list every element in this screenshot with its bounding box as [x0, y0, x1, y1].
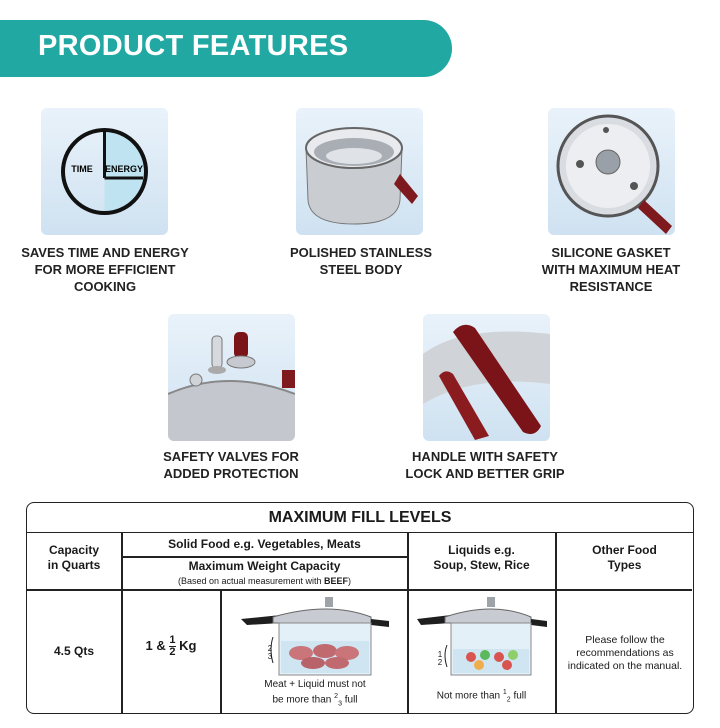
feature-caption-gasket: SILICONE GASKET WITH MAXIMUM HEAT RESISTANCE [541, 245, 681, 294]
capacity-header: Capacity in Quarts [47, 543, 101, 572]
solid-fill-note: Meat + Liquid must not be more than $^2_3$ full [264, 679, 366, 708]
energy-label: ENERGY [104, 164, 144, 174]
other-food-note: Please follow the recommendations as indicated on the manual. [567, 634, 683, 672]
solid-fill-fraction: 2 3 [267, 644, 273, 661]
safety-valves-image [168, 314, 295, 441]
weight-value: 1 & $\frac{1}{2}$ Kg [145, 634, 197, 658]
liquid-fill-note: Not more than $^1_2$ full [436, 689, 527, 704]
clock-icon [41, 108, 168, 235]
solid-fill-pot-icon [241, 597, 391, 679]
liquids-header: Liquids e.g. Soup, Stew, Rice [433, 543, 530, 572]
gasket-lid-image [548, 108, 675, 235]
feature-caption-handle: HANDLE WITH SAFETY LOCK AND BETTER GRIP [405, 449, 565, 481]
time-energy-image [41, 108, 168, 235]
handle-image [423, 314, 550, 441]
pot-icon [296, 108, 423, 235]
feature-caption-body: POLISHED STAINLESS STEEL BODY [289, 245, 433, 277]
feature-caption-time: SAVES TIME AND ENERGY FOR MORE EFFICIENT COOKING [21, 245, 189, 294]
other-food-header: Other Food Types [592, 543, 657, 572]
handle-icon [423, 314, 550, 441]
features-banner [0, 20, 452, 77]
max-weight-header: Maximum Weight Capacity (Based on actual measurement with BEEF) [177, 559, 352, 586]
liquid-fill-fraction: 1 2 [437, 650, 443, 667]
polished-pot-image [296, 108, 423, 235]
capacity-value: 4.5 Qts [53, 644, 95, 658]
lid-icon [548, 108, 675, 235]
solid-food-header: Solid Food e.g. Vegetables, Meats [168, 537, 361, 551]
time-label: TIME [71, 164, 93, 174]
fill-levels-table [26, 502, 694, 714]
valve-icon [168, 314, 295, 441]
table-title: MAXIMUM FILL LEVELS [27, 503, 693, 533]
feature-caption-valves: SAFETY VALVES FOR ADDED PROTECTION [163, 449, 299, 481]
banner-title: PRODUCT FEATURES [38, 30, 349, 62]
